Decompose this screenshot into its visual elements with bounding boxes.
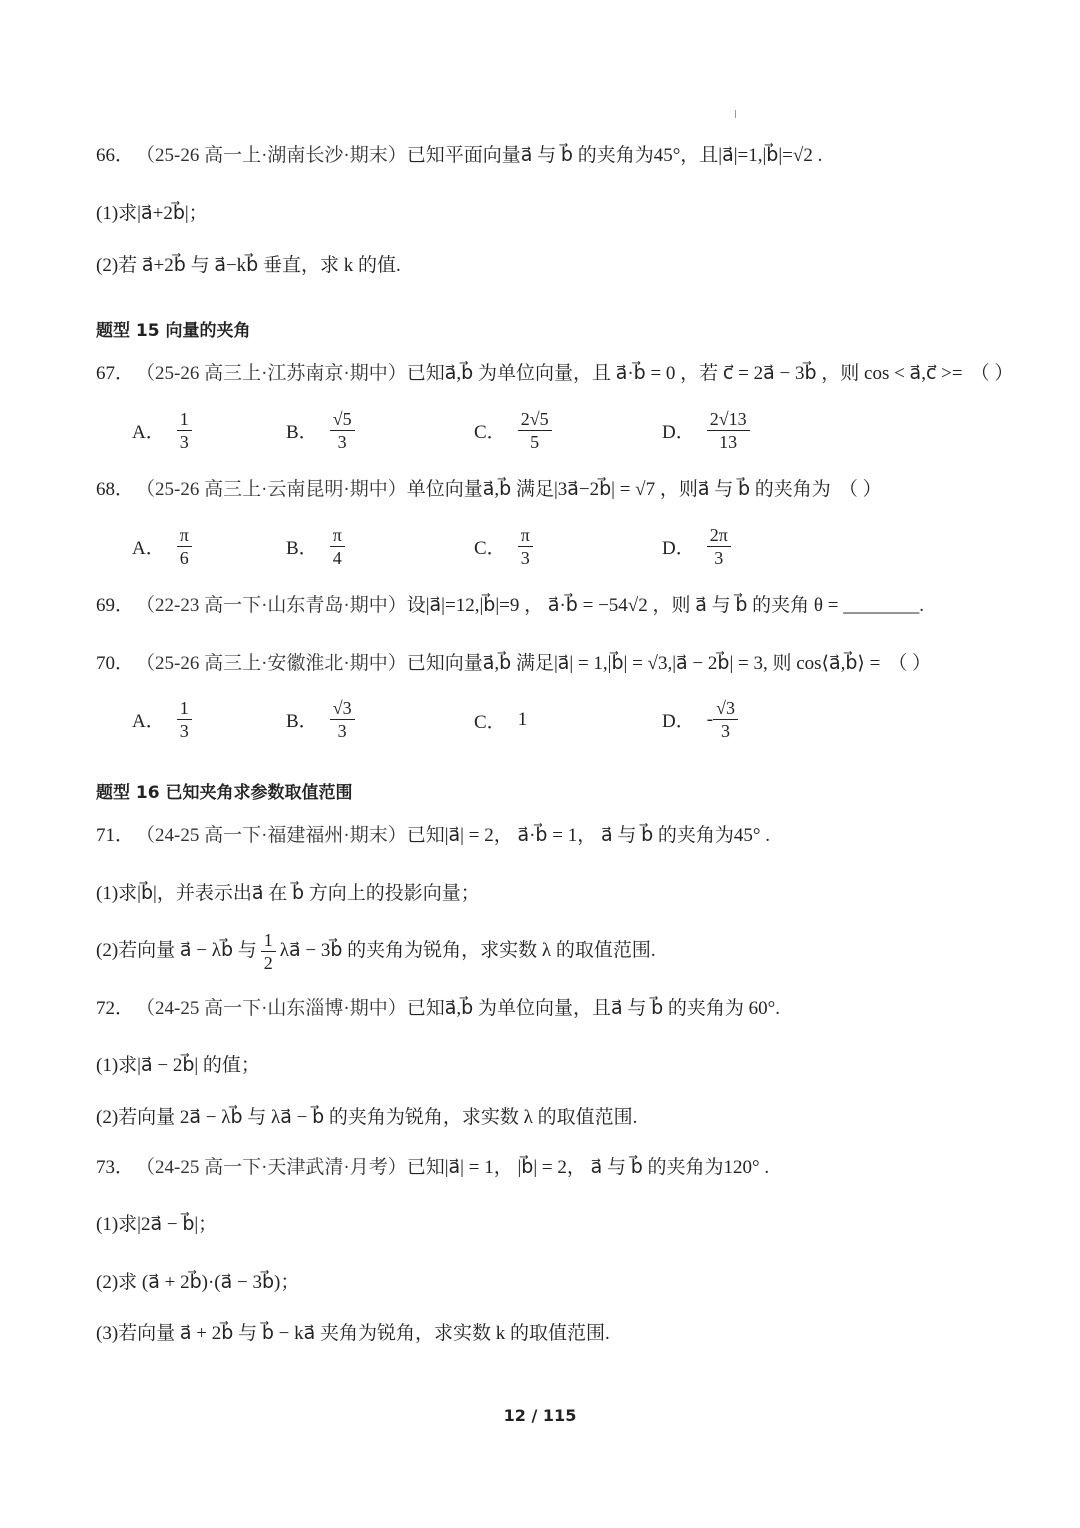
q69-stem: 设|a⃗|=12,|b⃗|=9 ， a⃗·b⃗ = −54√2 ，则 a⃗ 与 b⃗ 的夹角 θ = ________. xyxy=(406,595,924,616)
fraction-denominator: 3 xyxy=(179,432,189,452)
q68-source: （25-26 高三上·云南昆明·期中） xyxy=(136,479,407,500)
q70-option-a-fraction xyxy=(177,697,192,742)
q70-stem: 已知向量a⃗,b⃗ 满足|a⃗| = 1,|b⃗| = √3,|a⃗ − 2b⃗| = 3, 则 cos⟨a⃗,b⃗⟩ = xyxy=(406,653,881,674)
q73-stem-line xyxy=(96,1154,769,1182)
q70-option-b xyxy=(286,697,355,742)
q68-number: 68． xyxy=(96,479,135,500)
q73-stem: 已知|a⃗| = 1， |b⃗| = 2， a⃗ 与 b⃗ 的夹角为120° . xyxy=(406,1157,770,1178)
q70-option-d xyxy=(662,697,738,742)
q70-option-d-fraction xyxy=(713,697,738,742)
q70-answer-paren: （ ） xyxy=(888,653,932,674)
q69-stem-line xyxy=(96,592,924,620)
fraction-denominator: 3 xyxy=(179,721,189,741)
fraction-denominator: 6 xyxy=(179,548,189,568)
q68-option-a-fraction xyxy=(177,524,192,569)
fraction-numerator: 1 xyxy=(261,929,276,952)
section-15-heading: 题型 15 向量的夹角 xyxy=(96,321,251,341)
q66-number: 66． xyxy=(96,145,135,166)
fraction-numerator: 2π xyxy=(707,524,731,547)
q70-source: （25-26 高三上·安徽淮北·期中） xyxy=(136,653,407,674)
q68-option-c-fraction xyxy=(518,524,533,569)
q71-part2-fraction xyxy=(261,929,276,974)
q66-part2: (2)若 a⃗+2b⃗ 与 a⃗−kb⃗ 垂直，求 k 的值. xyxy=(96,255,401,276)
q68-stem-line xyxy=(96,476,882,504)
fraction-numerator: 2√5 xyxy=(518,408,552,431)
fraction-denominator: 3 xyxy=(714,548,724,568)
q67-option-a xyxy=(132,408,192,453)
q69-source: （22-23 高一下·山东青岛·期中） xyxy=(136,595,407,616)
q71-part1: (1)求|b⃗|，并表示出a⃗ 在 b⃗ 方向上的投影向量； xyxy=(96,883,480,904)
q71-source: （24-25 高一下·福建福州·期末） xyxy=(136,825,407,846)
q67-option-c-label: C． xyxy=(474,422,506,443)
q68-option-b-fraction xyxy=(330,524,345,569)
q70-number: 70． xyxy=(96,653,135,674)
fraction-denominator: 3 xyxy=(337,432,347,452)
q72-stem-line xyxy=(96,995,780,1023)
q67-option-a-label: A． xyxy=(132,422,165,443)
q71-part2-end: λa⃗ − 3b⃗ 的夹角为锐角，求实数 λ 的取值范围. xyxy=(279,940,656,961)
q70-option-a xyxy=(132,697,192,742)
q72-stem: 已知a⃗,b⃗ 为单位向量，且a⃗ 与 b⃗ 的夹角为 60°. xyxy=(406,998,780,1019)
fraction-numerator: π xyxy=(330,524,345,547)
q71-stem: 已知|a⃗| = 2， a⃗·b⃗ = 1， a⃗ 与 b⃗ 的夹角为45° . xyxy=(406,825,770,846)
q68-option-a-label: A． xyxy=(132,538,165,559)
q68-option-c-label: C． xyxy=(474,538,506,559)
q68-option-a xyxy=(132,524,192,569)
q72-part1: (1)求|a⃗ − 2b⃗| 的值； xyxy=(96,1055,260,1076)
q67-option-d xyxy=(662,408,750,453)
q67-stem-line xyxy=(96,360,1013,388)
fraction-numerator: √3 xyxy=(713,697,738,720)
q70-option-c-label: C． xyxy=(474,711,506,733)
fraction-denominator: 2 xyxy=(263,952,273,973)
q67-option-c-fraction xyxy=(518,408,552,453)
q68-stem: 单位向量a⃗,b⃗ 满足|3a⃗−2b⃗| = √7 ，则a⃗ 与 b⃗ 的夹角为 xyxy=(406,479,831,500)
q71-number: 71． xyxy=(96,825,135,846)
q67-option-d-label: D． xyxy=(662,422,695,443)
q73-number: 73． xyxy=(96,1157,135,1178)
q68-option-d-label: D． xyxy=(662,538,695,559)
fraction-numerator: π xyxy=(518,524,533,547)
fraction-denominator: 4 xyxy=(332,548,342,568)
q70-option-a-label: A． xyxy=(132,711,165,732)
q68-option-b xyxy=(286,524,345,569)
q67-option-d-fraction xyxy=(707,408,750,453)
q67-option-c xyxy=(474,408,552,453)
fraction-numerator: √3 xyxy=(330,697,355,720)
q68-option-c xyxy=(474,524,533,569)
q73-part1: (1)求|2a⃗ − b⃗|； xyxy=(96,1214,218,1235)
q66-part1: (1)求|a⃗+2b⃗|； xyxy=(96,203,208,224)
q67-option-a-fraction xyxy=(177,408,192,453)
q66-stem-line xyxy=(96,142,822,170)
section-16-heading: 题型 16 已知夹角求参数取值范围 xyxy=(96,783,353,803)
q67-answer-paren: （ ） xyxy=(970,363,1014,384)
q66-source: （25-26 高一上·湖南长沙·期末） xyxy=(136,145,407,166)
q68-option-b-label: B． xyxy=(286,538,318,559)
fraction-numerator: √5 xyxy=(330,408,355,431)
scan-mark xyxy=(735,110,736,118)
q73-source: （24-25 高一下·天津武清·月考） xyxy=(136,1157,407,1178)
page-indicator: 12 / 115 xyxy=(503,1406,577,1425)
q70-stem-line xyxy=(96,650,931,678)
q70-option-c-value: 1 xyxy=(517,709,528,730)
q68-answer-paren: （ ） xyxy=(838,479,882,500)
q71-part2-start: (2)若向量 a⃗ − λb⃗ 与 xyxy=(96,940,257,961)
q67-number: 67． xyxy=(96,363,135,384)
q71-part2-line xyxy=(96,928,656,974)
q70-option-b-fraction xyxy=(330,697,355,742)
q67-option-b-fraction xyxy=(330,408,355,453)
q73-part3: (3)若向量 a⃗ + 2b⃗ 与 b⃗ − ka⃗ 夹角为锐角，求实数 k 的取值范围. xyxy=(96,1323,610,1344)
fraction-numerator: 1 xyxy=(177,697,192,720)
fraction-denominator: 3 xyxy=(337,721,347,741)
fraction-numerator: π xyxy=(177,524,192,547)
q67-source: （25-26 高三上·江苏南京·期中） xyxy=(136,363,407,384)
fraction-denominator: 3 xyxy=(520,548,530,568)
fraction-denominator: 5 xyxy=(530,432,540,452)
q66-stem: 已知平面向量a⃗ 与 b⃗ 的夹角为45°，且|a⃗|=1,|b⃗|=√2 . xyxy=(406,145,823,166)
fraction-denominator: 13 xyxy=(719,432,738,452)
q70-option-c xyxy=(474,697,527,743)
q69-number: 69． xyxy=(96,595,135,616)
q68-option-d xyxy=(662,524,731,569)
q68-option-d-fraction xyxy=(707,524,731,569)
fraction-denominator: 3 xyxy=(721,721,730,741)
q72-number: 72． xyxy=(96,998,135,1019)
q70-option-b-label: B． xyxy=(286,711,318,732)
q72-source: （24-25 高一下·山东淄博·期中） xyxy=(136,998,407,1019)
fraction-numerator: 2√13 xyxy=(707,408,750,431)
q67-option-b-label: B． xyxy=(286,422,318,443)
q72-part2: (2)若向量 2a⃗ − λb⃗ 与 λa⃗ − b⃗ 的夹角为锐角，求实数 λ 的取值范围. xyxy=(96,1107,638,1128)
q73-part2: (2)求 (a⃗ + 2b⃗)·(a⃗ − 3b⃗)； xyxy=(96,1272,300,1293)
q71-stem-line xyxy=(96,822,770,850)
q70-option-d-label: D． xyxy=(662,711,695,732)
q67-option-b xyxy=(286,408,355,453)
q70-option-d-sign: - xyxy=(706,708,714,730)
q67-stem: 已知a⃗,b⃗ 为单位向量，且 a⃗·b⃗ = 0 ，若 c⃗ = 2a⃗ − 3b⃗ ，则 cos < a⃗,c⃗ >= xyxy=(406,363,963,384)
fraction-numerator: 1 xyxy=(177,408,192,431)
